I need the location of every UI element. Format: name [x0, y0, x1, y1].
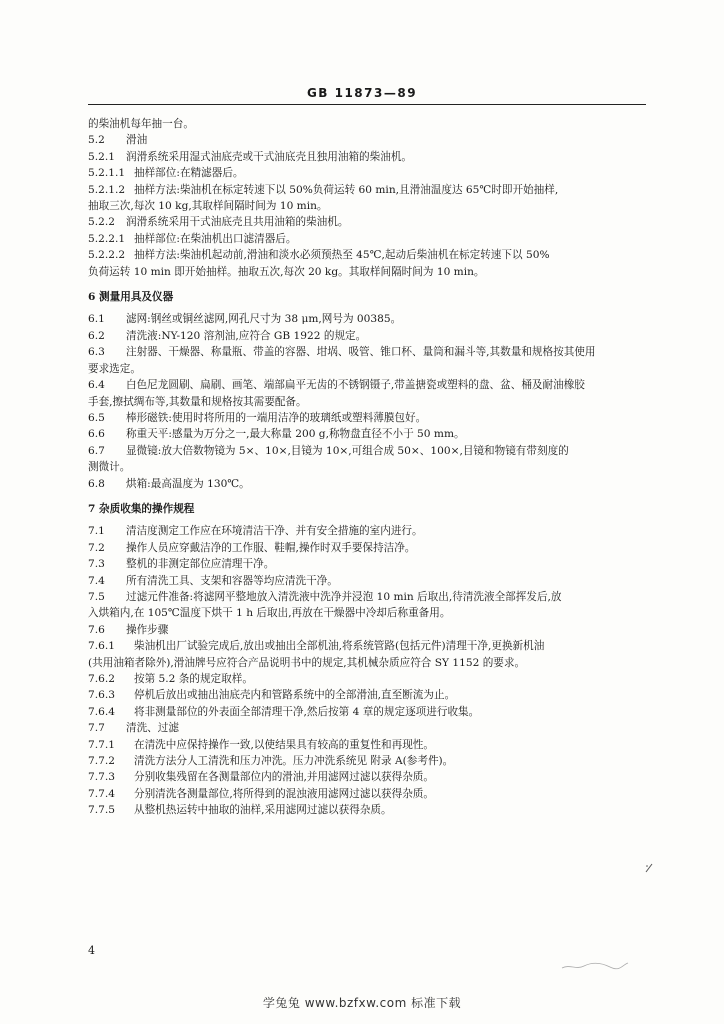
clause-number: 5.2.1.2 — [88, 183, 126, 196]
clause-item — [88, 573, 648, 589]
clause-text: 清洗、过滤 — [126, 722, 179, 735]
clause-text: 停机后放出或抽出油底壳内和管路系统中的全部滑油,直至断流为止。 — [134, 689, 456, 702]
clause-item — [88, 476, 648, 492]
clause-number: 7.4 — [88, 574, 105, 587]
text-line — [88, 116, 648, 132]
clause-item — [88, 638, 648, 654]
clause-text: 抽取三次,每次 10 kg,其取样间隔时间为 10 min。 — [88, 200, 328, 213]
clause-item — [88, 769, 648, 785]
clause-text: 称重天平:感量为万分之一,最大称量 200 g,称物盘直径不小于 50 mm。 — [126, 428, 465, 441]
text-line — [88, 198, 648, 214]
clause-number: 7.7.5 — [88, 804, 115, 817]
clause-item — [88, 786, 648, 802]
clause-item — [88, 540, 648, 556]
section-7-heading: 7 杂质收集的操作规程 — [88, 502, 195, 515]
clause-text: 的柴油机每年抽一台。 — [88, 118, 194, 130]
section-7-list — [88, 523, 648, 818]
clause-text: 润滑系统采用湿式油底壳或干式油底壳且独用油箱的柴油机。 — [126, 150, 413, 163]
clause-text: 抽样部位:在精滤器后。 — [134, 167, 244, 180]
clause-item — [88, 737, 648, 753]
clause-number: 7.5 — [88, 590, 105, 603]
section-6-heading: 6 测量用具及仪器 — [88, 291, 174, 304]
text-line — [88, 165, 648, 181]
clause-number: 6.5 — [88, 411, 105, 424]
clause-item — [88, 311, 648, 327]
clause-number: 5.2 — [88, 134, 105, 147]
clause-item — [88, 556, 648, 572]
clause-number: 7.7.2 — [88, 755, 115, 768]
scan-speckle — [560, 958, 630, 972]
clause-text: 测微计。 — [88, 461, 131, 474]
clause-text: 操作人员应穿戴洁净的工作服、鞋帽,操作时双手要保持洁净。 — [126, 541, 416, 554]
clause-number: 7.6.2 — [88, 673, 115, 685]
clause-text: 润滑系统采用干式油底壳且共用油箱的柴油机。 — [126, 216, 349, 229]
clause-number: 5.2.2 — [88, 216, 115, 229]
clause-text: 按第 5.2 条的规定取样。 — [134, 673, 253, 685]
clause-text: 整机的非测定部位应清理干净。 — [126, 558, 275, 571]
clause-text: 烘箱:最高温度为 130℃。 — [126, 477, 250, 490]
clause-number: 5.2.1 — [88, 150, 115, 163]
clause-number: 7.3 — [88, 558, 105, 571]
clause-text: 抽样方法:柴油机在标定转速下以 50%负荷运转 60 min,且滑油温度达 65℃时即开始抽样, — [134, 183, 559, 196]
clause-text: 过滤元件准备:将滤网平整地放入清洗液中洗净并浸泡 10 min 后取出,待清洗液全部挥发后,放 — [126, 590, 562, 603]
clause-text: 分别清洗各测量部位,将所得到的混浊液用滤网过滤以获得杂质。 — [134, 787, 434, 800]
clause-number: 7.7 — [88, 722, 105, 735]
clause-number: 7.7.1 — [88, 738, 115, 751]
clause-text: 抽样方法:柴油机起动前,滑油和淡水必须预热至 45℃,起动后柴油机在标定转速下以 50% — [134, 249, 550, 262]
clause-number: 5.2.1.1 — [88, 167, 126, 180]
clause-text: 滑油 — [126, 134, 148, 147]
clause-number: 7.1 — [88, 525, 105, 538]
clause-continuation — [88, 361, 648, 377]
clause-text: 滤网:钢丝或铜丝滤网,网孔尺寸为 38 μm,网号为 00385。 — [126, 313, 402, 326]
clause-item — [88, 443, 648, 459]
clause-number: 7.2 — [88, 541, 105, 554]
clause-item — [88, 426, 648, 442]
clause-item — [88, 704, 648, 720]
clause-text: 白色尼龙圆刷、扁刷、画笔、端部扁平无齿的不锈钢镊子,带盖搪瓷或塑料的盘、盆、桶及耐油橡胶 — [126, 379, 585, 392]
clause-item — [88, 344, 648, 360]
text-line — [88, 214, 648, 230]
clause-text: 负荷运转 10 min 即开始抽样。抽取五次,每次 20 kg。其取样间隔时间为 10 min。 — [88, 265, 485, 278]
clause-text: 操作步骤 — [126, 623, 169, 636]
clause-item — [88, 410, 648, 426]
clause-number: 7.7.4 — [88, 787, 115, 800]
standard-code-header: GB 11873—89 — [306, 86, 418, 100]
text-line — [88, 149, 648, 165]
clause-item — [88, 328, 648, 344]
clause-text: 清洁度测定工作应在环境清洁干净、并有安全措施的室内进行。 — [126, 525, 423, 538]
clause-text: 分别收集残留在各测量部位内的滑油,并用滤网过滤以获得杂质。 — [134, 771, 434, 784]
document-body — [88, 116, 648, 819]
clause-item — [88, 622, 648, 638]
text-line — [88, 264, 648, 280]
clause-text: 棒形磁铁:使用时将所用的一端用洁净的玻璃纸或塑料薄膜包好。 — [126, 411, 427, 424]
clause-number: 6.1 — [88, 313, 105, 326]
section-5-2-continuation — [88, 116, 648, 280]
clause-text: 从整机热运转中抽取的油样,采用滤网过滤以获得杂质。 — [134, 804, 392, 817]
page-number: 4 — [88, 944, 95, 957]
clause-text: 所有清洗工具、支架和容器等均应清洗干净。 — [126, 574, 338, 587]
clause-number: 7.6 — [88, 623, 105, 636]
clause-text: 柴油机出厂试验完成后,放出或抽出全部机油,将系统管路(包括元件)清理干净,更换新机油 — [134, 640, 545, 653]
clause-number: 6.8 — [88, 477, 105, 490]
clause-number: 7.7.3 — [88, 771, 115, 784]
clause-number: 6.2 — [88, 329, 105, 342]
clause-item — [88, 377, 648, 393]
clause-number: 7.6.4 — [88, 705, 115, 718]
clause-item — [88, 720, 648, 736]
section-6-list — [88, 311, 648, 491]
clause-number: 6.4 — [88, 379, 105, 392]
clause-number: 7.6.1 — [88, 640, 115, 653]
text-line — [88, 231, 648, 247]
clause-text: (共用油箱者除外),滑油牌号应符合产品说明书中的规定,其机械杂质应符合 SY 1152 的要求。 — [88, 656, 526, 669]
text-line — [88, 182, 648, 198]
text-line — [88, 132, 648, 148]
clause-text: 在清洗中应保持操作一致,以使结果具有较高的重复性和再现性。 — [134, 738, 434, 751]
clause-continuation — [88, 459, 648, 475]
clause-text: 显微镜:放大倍数物镜为 5×、10×,目镜为 10×,可组合成 50×、100×,目镜和物镜有带刻度的 — [126, 444, 569, 457]
clause-continuation — [88, 394, 648, 410]
clause-item — [88, 687, 648, 703]
clause-number: 6.6 — [88, 428, 105, 441]
clause-text: 要求选定。 — [88, 362, 141, 375]
clause-continuation — [88, 605, 648, 621]
clause-number: 6.7 — [88, 444, 105, 457]
clause-continuation — [88, 655, 648, 671]
clause-item — [88, 671, 648, 687]
header-rule — [88, 104, 646, 105]
clause-number: 7.6.3 — [88, 689, 115, 702]
clause-item — [88, 589, 648, 605]
clause-text: 清洗方法分人工清洗和压力冲洗。压力冲洗系统见 附录 A(参考件)。 — [134, 755, 454, 768]
clause-item — [88, 523, 648, 539]
site-watermark: 学兔兔 www.bzfxw.com 标准下载 — [262, 996, 462, 1010]
clause-text: 手套,擦拭绸布等,其数量和规格按其需要配备。 — [88, 395, 307, 408]
clause-number: 5.2.2.1 — [88, 232, 126, 245]
clause-text: 将非测量部位的外表面全部清理干净,然后按第 4 章的规定逐项进行收集。 — [134, 705, 480, 718]
clause-item — [88, 802, 648, 818]
clause-item — [88, 753, 648, 769]
clause-text: 清洗液:NY-120 溶剂油,应符合 GB 1922 的规定。 — [126, 329, 367, 342]
clause-number: 5.2.2.2 — [88, 249, 126, 262]
clause-text: 抽样部位:在柴油机出口滤清器后。 — [134, 232, 297, 245]
pen-mark — [644, 862, 654, 874]
clause-number: 6.3 — [88, 346, 105, 359]
text-line — [88, 247, 648, 263]
clause-text: 注射器、干燥器、称量瓶、带盖的容器、坩埚、吸管、锥口杯、量筒和漏斗等,其数量和规格按其使用 — [126, 346, 596, 359]
clause-text: 入烘箱内,在 105℃温度下烘干 1 h 后取出,再放在干燥器中冷却后称重备用。 — [88, 607, 451, 620]
